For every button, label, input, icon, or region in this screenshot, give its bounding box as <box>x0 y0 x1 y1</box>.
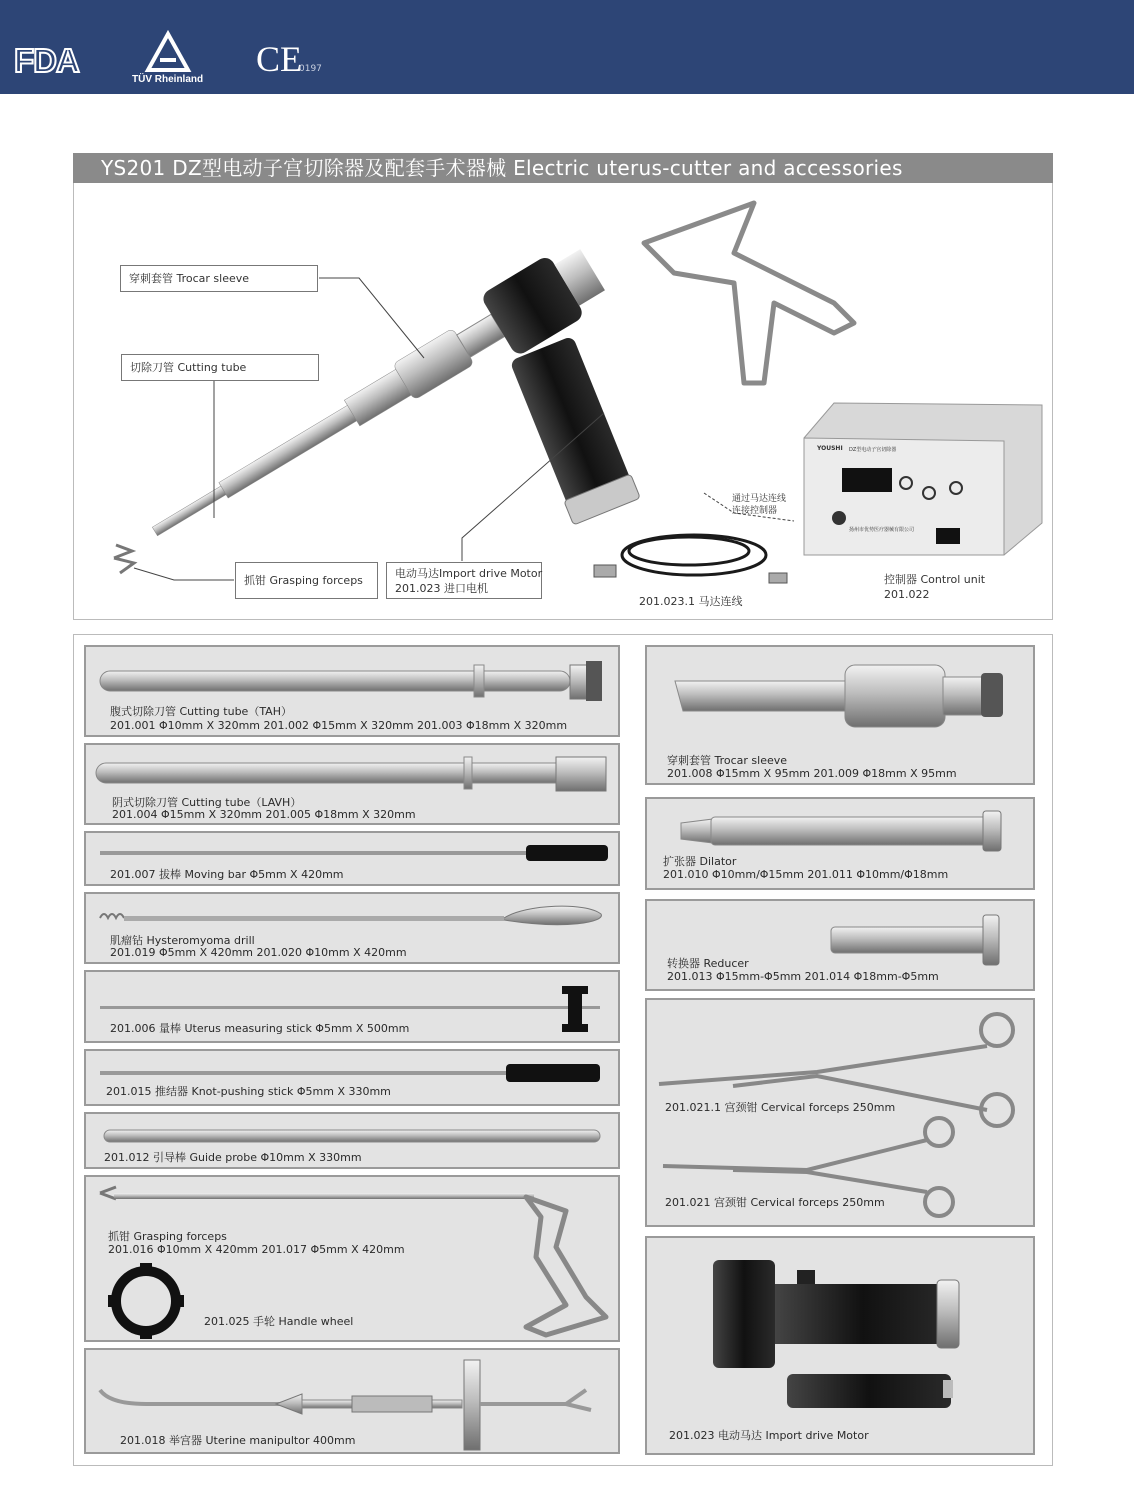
panel-cutting-tube-lavh <box>84 743 620 825</box>
panel-line1: 201.021.1 宫颈钳 Cervical forceps 250mm <box>665 1101 896 1114</box>
panel-knot-pushing-stick <box>84 1049 620 1106</box>
panel-moving-bar <box>84 831 620 886</box>
panel-line2: 201.021 宫颈钳 Cervical forceps 250mm <box>665 1196 885 1209</box>
panel-line2: 201.004 Φ15mm X 320mm 201.005 Φ18mm X 320mm <box>112 808 416 821</box>
panel-line1: 201.018 举宫器 Uterine manipultor 400mm <box>120 1434 356 1447</box>
panel-line1: 阴式切除刀管 Cutting tube（LAVH） <box>112 796 302 809</box>
drive-motor-callout-line2: 201.023 进口电机 <box>395 582 488 595</box>
control-unit-code: 201.022 <box>884 588 930 601</box>
panel-line1: 201.012 引导棒 Guide probe Φ10mm X 330mm <box>104 1151 362 1164</box>
panel-line1: 201.006 量棒 Uterus measuring stick Φ5mm X 500mm <box>110 1022 410 1035</box>
panel-line1: 转换器 Reducer <box>667 957 749 970</box>
motor-cable-label: 201.023.1 马达连线 <box>639 595 743 608</box>
control-unit-label: 控制器 Control unit <box>884 573 986 586</box>
panel-guide-probe <box>84 1112 620 1169</box>
handle-wheel-image <box>108 1263 184 1339</box>
ce-mark: CE <box>256 39 303 79</box>
ce-number: 0197 <box>299 64 322 74</box>
panel-reducer <box>645 899 1035 991</box>
grasping-forceps-image <box>86 1177 622 1344</box>
panel-uterus-measuring-stick <box>84 970 620 1043</box>
hero-figure <box>73 183 1053 620</box>
panel-line2: 201.013 Φ15mm-Φ5mm 201.014 Φ18mm-Φ5mm <box>667 970 939 983</box>
panel-line1: 腹式切除刀管 Cutting tube（TAH） <box>110 705 292 718</box>
panel-line1: 扩张器 Dilator <box>663 855 737 868</box>
panel-line1: 201.023 电动马达 Import drive Motor <box>669 1429 869 1442</box>
panel-cutting-tube-tah <box>84 645 620 737</box>
panel-line2: 201.016 Φ10mm X 420mm 201.017 Φ5mm X 420mm <box>108 1243 405 1256</box>
section-title: YS201 DZ型电动子宫切除器及配套手术器械 Electric uterus-cutter and accessories <box>73 153 1053 183</box>
tuv-logo <box>128 30 218 90</box>
drive-motor-image <box>647 1238 1037 1457</box>
panel-trocar-sleeve <box>645 645 1035 785</box>
tuv-logo-text: TÜV Rheinland <box>132 74 204 85</box>
panel-line2: 201.010 Φ10mm/Φ15mm 201.011 Φ10mm/Φ18mm <box>663 868 949 881</box>
panel-line1: 201.015 推结器 Knot-pushing stick Φ5mm X 330mm <box>106 1085 391 1098</box>
fda-logo: FDA <box>14 42 79 79</box>
drive-motor-callout <box>386 562 542 599</box>
panel-grasping-forceps <box>84 1175 620 1342</box>
tuv-triangle-icon <box>128 30 218 76</box>
uterus-cutter-illustration <box>74 183 1054 620</box>
device-title: DZ型电动子宫切除器 <box>849 447 897 453</box>
panel-line1: 抓钳 Grasping forceps <box>108 1230 227 1243</box>
panel-uterine-manipulator <box>84 1348 620 1454</box>
connect-note-1: 通过马达连线 <box>732 494 787 504</box>
device-company: 扬州市优势医疗器械有限公司 <box>849 527 915 533</box>
device-brand: YOUSHI <box>817 445 843 452</box>
panel-drive-motor <box>645 1236 1035 1455</box>
panel-line1: 肌瘤钻 Hysteromyoma drill <box>110 934 255 947</box>
grasping-forceps-callout: 抓钳 Grasping forceps <box>235 562 378 599</box>
panel-line2: 201.008 Φ15mm X 95mm 201.009 Φ18mm X 95mm <box>667 767 957 780</box>
cervical-forceps-image <box>647 1000 1037 1229</box>
panel-line2: 201.019 Φ5mm X 420mm 201.020 Φ10mm X 420mm <box>110 946 407 959</box>
drive-motor-callout-line1: 电动马达Import drive Motor <box>395 567 543 580</box>
panel-line2: 201.001 Φ10mm X 320mm 201.002 Φ15mm X 320mm 201.003 Φ18mm X 320mm <box>110 719 568 732</box>
connect-note-2: 连接控制器 <box>732 506 778 516</box>
panel-dilator <box>645 797 1035 890</box>
panel-line1: 201.007 拔棒 Moving bar Φ5mm X 420mm <box>110 868 344 881</box>
knot-pushing-stick-image <box>86 1051 622 1108</box>
trocar-sleeve-callout: 穿刺套管 Trocar sleeve <box>120 265 318 292</box>
panel-cervical-forceps <box>645 998 1035 1227</box>
panel-line3: 201.025 手轮 Handle wheel <box>204 1315 354 1328</box>
panel-line1: 穿刺套管 Trocar sleeve <box>667 754 788 767</box>
cutting-tube-callout: 切除刀管 Cutting tube <box>121 354 319 381</box>
panel-hysteromyoma-drill <box>84 892 620 964</box>
